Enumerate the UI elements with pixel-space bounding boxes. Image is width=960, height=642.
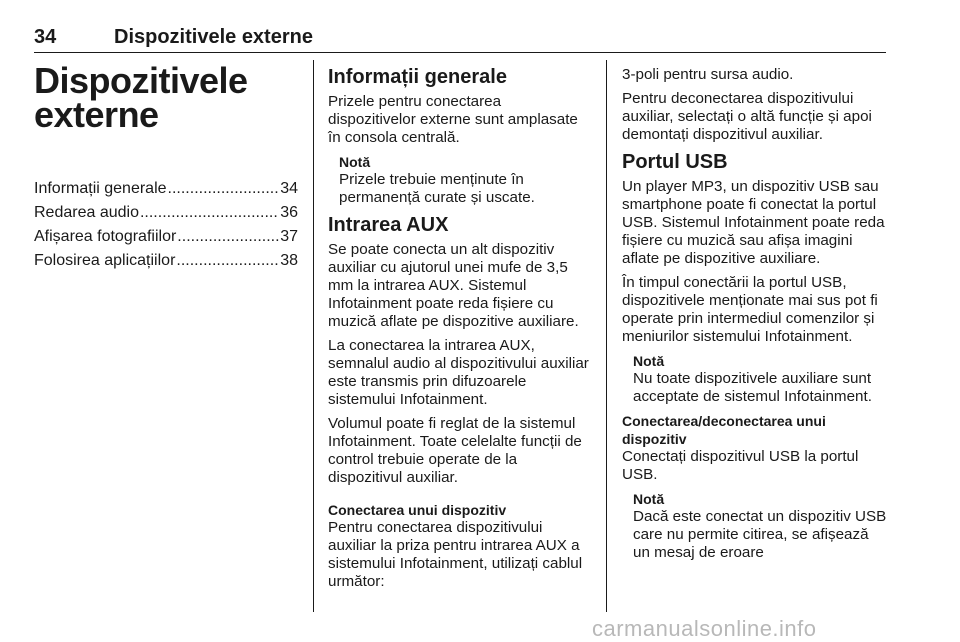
note-box — [339, 153, 592, 207]
column-1 — [34, 60, 298, 275]
column-2 — [328, 60, 592, 597]
section-heading-general: Informații generale — [328, 66, 507, 88]
toc-entry[interactable] — [34, 251, 298, 271]
paragraph: Pentru conectarea dispozitivului auxiliar la priza pentru intrarea AUX a sistemului Infotainment, utilizați cablul următor: — [328, 519, 583, 590]
toc-entry[interactable] — [34, 179, 298, 199]
note-label: Notă — [339, 154, 371, 170]
toc-entry-label: Afișarea fotografiilor — [34, 228, 177, 245]
note-box — [633, 352, 888, 406]
subheading-connect-disconnect: Conectarea/deconectarea unui dispozitiv — [622, 413, 826, 447]
table-of-contents — [34, 179, 298, 271]
toc-entry[interactable] — [34, 203, 298, 223]
paragraph: La conectarea la intrarea AUX, semnalul audio al dispozitivului auxiliar este transmis prin difuzoarele sistemului Infotainment. — [328, 337, 589, 408]
toc-leader — [176, 251, 279, 271]
section-heading-usb: Portul USB — [622, 151, 728, 173]
paragraph: 3-poli pentru sursa audio. — [622, 66, 794, 83]
paragraph: Prizele pentru conectarea dispozitivelor externe sunt amplasate în consola centrală. — [328, 93, 578, 146]
running-title: Dispozitivele externe — [114, 26, 313, 48]
column-divider-2 — [606, 60, 607, 612]
toc-leader — [168, 179, 280, 199]
chapter-title: Dispozitivele externe — [34, 60, 248, 135]
toc-entry-page: 38 — [280, 252, 298, 269]
paragraph: Conectați dispozitivul USB la portul USB. — [622, 448, 859, 483]
paragraph: Un player MP3, un dispozitiv USB sau smartphone poate fi conectat la portul USB. Sistemul Infotainment poate reda fișiere cu muzică sau afișa imagini aflate pe dispozitive auxiliare. — [622, 178, 885, 267]
note-text: Dacă este conectat un dispozitiv USB care nu permite citirea, se afișează un mesaj de eroare — [633, 508, 887, 561]
toc-entry-page: 34 — [280, 180, 298, 197]
subheading-connect: Conectarea unui dispozitiv — [328, 502, 507, 518]
note-text: Prizele trebuie menținute în permanență curate și uscate. — [339, 171, 535, 206]
page-header — [34, 26, 886, 50]
paragraph: În timpul conectării la portul USB, dispozitivele menționate mai sus pot fi operate prin intermediul comenzilor și meniurilor sistemului Infotainment. — [622, 274, 878, 345]
paragraph: Volumul poate fi reglat de la sistemul Infotainment. Toate celelalte funcții de control trebuie operate de la dispozitivul auxiliar. — [328, 415, 582, 486]
paragraph: Se poate conecta un alt dispozitiv auxiliar cu ajutorul unei mufe de 3,5 mm la intrarea AUX. Sistemul Infotainment poate reda fișiere cu muzică aflate pe dispozitive auxiliare. — [328, 241, 579, 330]
section-heading-aux: Intrarea AUX — [328, 214, 449, 236]
toc-leader — [177, 227, 279, 247]
toc-entry[interactable] — [34, 227, 298, 247]
note-box — [633, 490, 888, 562]
toc-leader — [140, 203, 279, 223]
toc-entry-label: Informații generale — [34, 180, 167, 197]
toc-entry-page: 36 — [280, 204, 298, 221]
toc-entry-label: Redarea audio — [34, 204, 139, 221]
column-divider-1 — [313, 60, 314, 612]
column-3 — [622, 60, 888, 568]
toc-entry-page: 37 — [280, 228, 298, 245]
toc-entry-label: Folosirea aplicațiilor — [34, 252, 176, 269]
note-text: Nu toate dispozitivele auxiliare sunt acceptate de sistemul Infotainment. — [633, 370, 872, 405]
paragraph: Pentru deconectarea dispozitivului auxiliar, selectați o altă funcție și apoi demontați dispozitivul auxiliar. — [622, 90, 872, 143]
note-label: Notă — [633, 491, 665, 507]
note-label: Notă — [633, 353, 665, 369]
header-rule — [34, 52, 886, 53]
watermark: carmanualsonline.info — [592, 616, 817, 641]
page-number: 34 — [34, 26, 57, 48]
